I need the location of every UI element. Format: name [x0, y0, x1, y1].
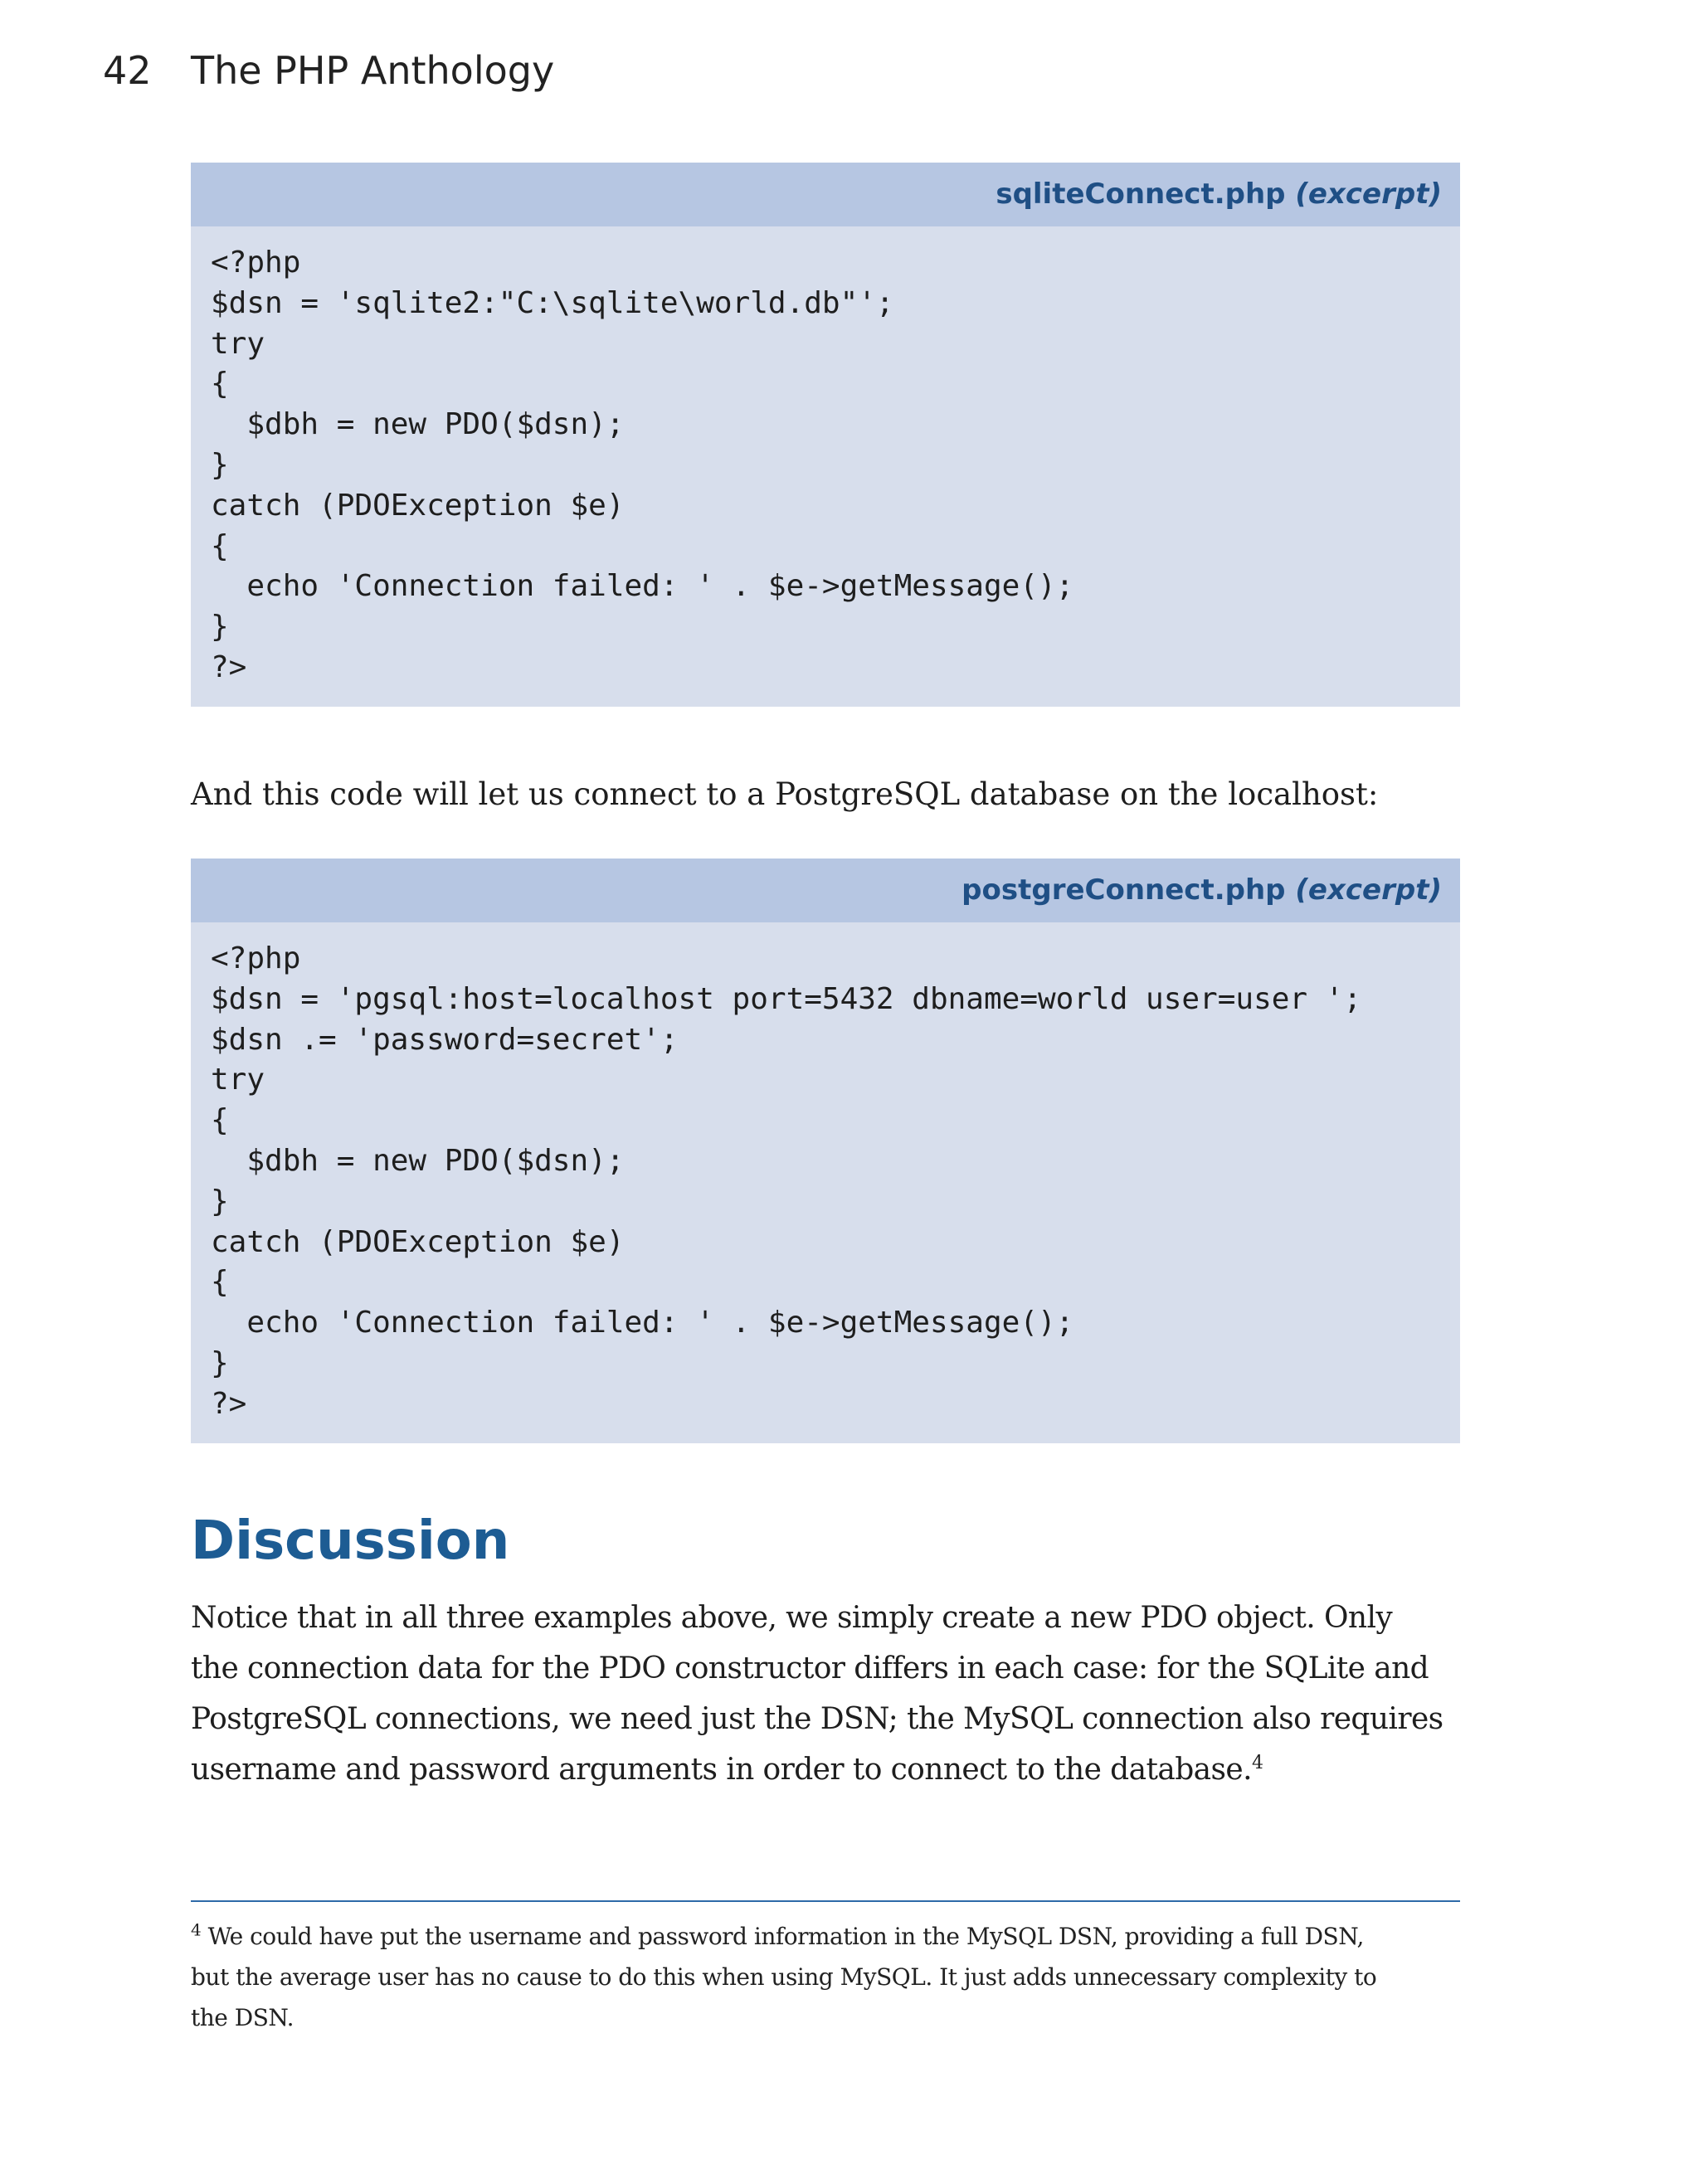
code-filename: postgreConnect.php: [961, 873, 1286, 907]
code-excerpt-note: (excerpt): [1295, 873, 1442, 907]
footnote-line: but the average user has no cause to do this when using MySQL. It just adds unnecessary complexity to: [191, 1963, 1377, 1991]
code-listing-header: [191, 859, 1460, 922]
intro-paragraph: And this code will let us connect to a PostgreSQL database on the localhost:: [191, 776, 1379, 812]
code-excerpt-note: (excerpt): [1295, 178, 1442, 211]
footnote-line: the DSN.: [191, 2004, 294, 2031]
footnote-marker: 4: [191, 1919, 202, 1940]
paragraph-line: PostgreSQL connections, we need just the DSN; the MySQL connection also requires: [191, 1702, 1443, 1736]
code-listing-header: [191, 163, 1460, 226]
code-listing-postgres: [191, 859, 1460, 1443]
paragraph-line: the connection data for the PDO constructor differs in each case: for the SQLite and: [191, 1651, 1429, 1685]
code-filename: sqliteConnect.php: [996, 178, 1286, 211]
section-heading-discussion: Discussion: [191, 1510, 510, 1572]
code-body: <?php $dsn = 'sqlite2:"C:\sqlite\world.db"'; try { $dbh = new PDO($dsn); } catch (PDOException $e) { echo 'Connection failed: ' . $e->getMessage(); } ?>: [211, 246, 1074, 684]
footnote: [191, 1916, 1460, 2038]
discussion-paragraph: [191, 1593, 1460, 1795]
code-body: <?php $dsn = 'pgsql:host=localhost port=5432 dbname=world user=user '; $dsn .= 'password=secret'; try { $dbh = new PDO($dsn); } catch (PDOException $e) { echo 'Connection failed: ' . $e->getMessage(); } ?>: [211, 941, 1362, 1421]
code-listing-sqlite: [191, 163, 1460, 707]
paragraph-line: Notice that in all three examples above, we simply create a new PDO object. Only: [191, 1601, 1393, 1635]
footnote-divider: [191, 1900, 1460, 1902]
footnote-line: [191, 1916, 1460, 1957]
running-head: [103, 48, 554, 93]
paragraph-line-last: [191, 1744, 1460, 1795]
page-number: 42: [103, 48, 152, 93]
paragraph-line: username and password arguments in order to connect to the database.: [191, 1753, 1252, 1787]
book-title: The PHP Anthology: [191, 48, 555, 93]
footnote-reference[interactable]: 4: [1251, 1753, 1263, 1773]
footnote-text: We could have put the username and password information in the MySQL DSN, providing a full DSN,: [207, 1923, 1364, 1950]
